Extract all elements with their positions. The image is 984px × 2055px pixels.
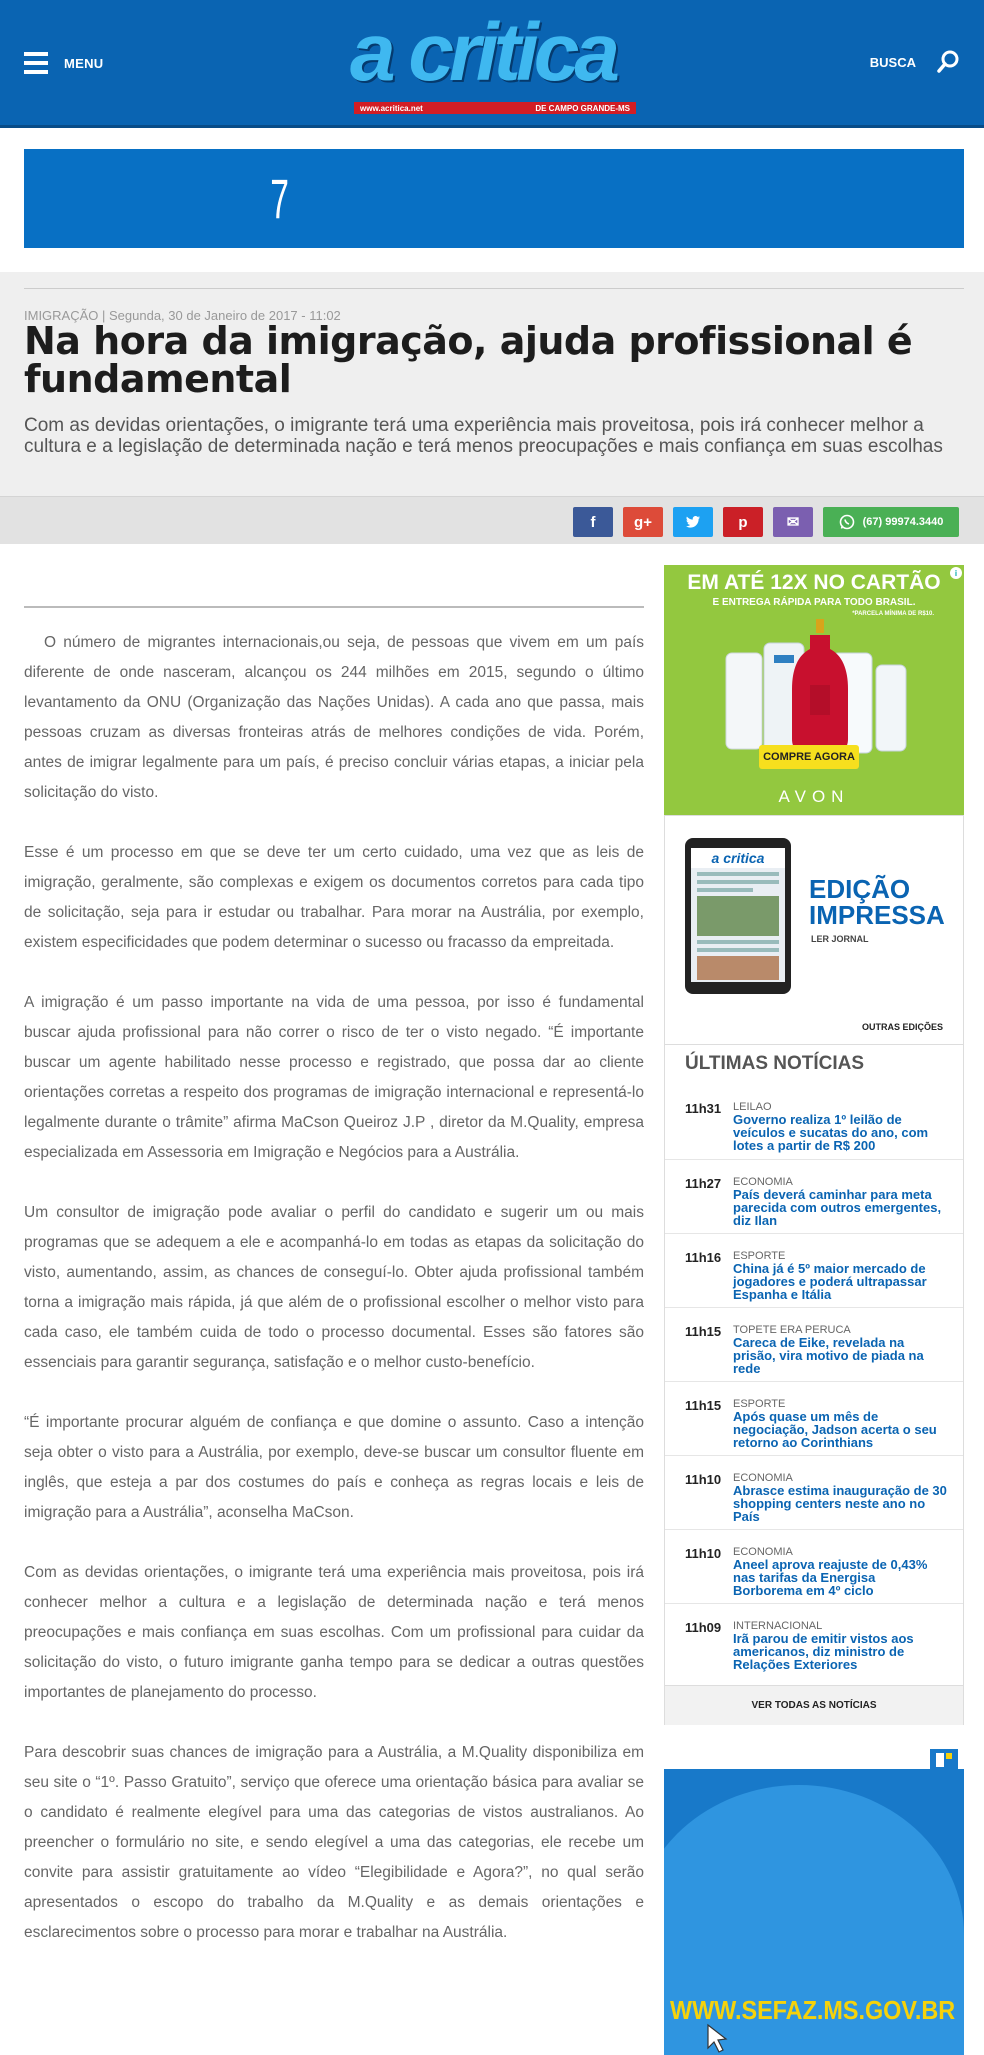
whatsapp-button[interactable] [823, 507, 959, 537]
news-headline[interactable]: Abrasce estima inauguração de 30 shopping centers neste ano no País [733, 1483, 947, 1524]
email-icon: ✉ [786, 514, 800, 531]
search-icon [936, 50, 960, 74]
outras-edicoes-link[interactable]: OUTRAS EDIÇÕES [861, 1022, 943, 1032]
news-category: TOPETE ERA PERUCA [733, 1324, 851, 1336]
article-paragraph: O número de migrantes internacionais,ou seja, de pessoas que vivem em um país diferente de onde nasceram, alcançou os 244 milhões em 2015, segundo o último levantamento da ONU (Organização das Nações Unidas). A cada ano que passa, mais pessoas cruzam as diversas fronteiras atrás de melhores condições de vida. Porém, antes de imigrar legalmente para um país, é preciso concluir várias etapas, a iniciar pela solicitação do visto. [24, 634, 644, 801]
site-header [0, 0, 984, 128]
google-plus-icon: g+ [634, 513, 652, 531]
pinterest-share-button[interactable] [723, 507, 763, 537]
news-item[interactable] [665, 1159, 963, 1233]
cursor-icon [704, 2023, 734, 2053]
ver-todas-noticias-button[interactable]: VER TODAS AS NOTÍCIAS [665, 1685, 963, 1725]
facebook-icon: f [590, 513, 596, 531]
article-paragraph: A imigração é um passo importante na vida de uma pessoa, por isso é fundamental buscar ajuda profissional para não correr o risco de ter o visto negado. “É importante buscar um agente habilitado nesse processo e registrado, que possa dar ao cliente orientações corretas a respeito dos programas de imigração internacional e representá-lo legalmente durante o trâmite” afirma MaCson Queiroz J.P , diretor da M.Quality, empresa especializada em Assessoria em Imigração e Negócios para a Austrália. [24, 994, 644, 1161]
menu-label: MENU [64, 55, 104, 71]
ad-subheadline: E ENTREGA RÁPIDA PARA TODO BRASIL. [712, 597, 916, 608]
tablet-image [685, 838, 791, 994]
twitter-share-button[interactable] [673, 507, 713, 537]
news-time: 11h31 [685, 1101, 722, 1116]
ad-headline: EM ATÉ 12X NO CARTÃO [687, 571, 941, 594]
banner-text: 7 [270, 167, 289, 230]
news-time: 11h15 [685, 1324, 722, 1339]
article-paragraph: Esse é um processo em que se deve ter um certo cuidado, uma vez que as leis de imigração, geralmente, são complexas e exigem os documentos corretos para cada tipo de solicitação, seja para ir estudar ou trabalhar. Para morar na Austrália, por exemplo, existem especificidades que podem determinar o sucesso ou fracasso da empreitada. [24, 844, 644, 951]
site-logo[interactable] [350, 7, 640, 116]
article-body [24, 628, 644, 1978]
news-item[interactable] [665, 1233, 963, 1307]
article-paragraph: “É importante procurar alguém de confiança e que domine o assunto. Caso a intenção seja obter o visto para a Austrália, por exemplo, deve-se buscar um consultor fluente em inglês, que esteja a par dos costumes do país e conheça as regras locais e leis de imigração para a Austrália”, aconselha MaCson. [24, 1414, 644, 1521]
news-time: 11h10 [685, 1472, 722, 1487]
sefaz-url: WWW.SEFAZ.MS.GOV.BR [670, 1995, 956, 2025]
news-category: INTERNACIONAL [733, 1620, 823, 1632]
menu-button[interactable] [24, 52, 103, 74]
email-share-button[interactable] [773, 507, 813, 537]
ler-jornal-link[interactable]: LER JORNAL [811, 934, 869, 944]
news-item[interactable] [665, 1381, 963, 1455]
hamburger-icon [24, 52, 48, 74]
logo-text: a critica [350, 7, 615, 98]
news-category: ECONOMIA [733, 1546, 793, 1558]
tablet-newspaper-logo: a critica [691, 848, 785, 868]
logo-tagline: DE CAMPO GRANDE-MS [535, 103, 630, 113]
top-ad-banner[interactable] [24, 149, 964, 248]
news-headline[interactable]: Irã parou de emitir vistos aos americanos, diz ministro de Relações Exteriores [733, 1631, 914, 1672]
pinterest-icon: p [738, 513, 748, 531]
whatsapp-icon [839, 514, 855, 530]
article-paragraph: Um consultor de imigração pode avaliar o perfil do candidato e sugerir um ou mais programas que se adequem a ele e acompanhá-lo em todas as etapas da solicitação do visto, aumentando, assim, as chances de conseguí-lo. Obter ajuda profissional também torna a imigração mais rápida, já que além de o profissional escolher o melhor visto para cada caso, ele também cuida de todo o processo documental. Esses são fatores são essenciais para garantir segurança, satisfação e o melhor custo-benefício. [24, 1204, 644, 1371]
news-category: ESPORTE [733, 1250, 786, 1262]
news-item[interactable] [665, 1455, 963, 1529]
news-category: ECONOMIA [733, 1472, 793, 1484]
ad-brand: AVON [778, 787, 850, 806]
news-time: 11h27 [685, 1176, 722, 1191]
sefaz-logo-icon [930, 1749, 958, 1771]
whatsapp-number: (67) 99974.3440 [862, 516, 944, 528]
news-headline[interactable]: China já é 5º maior mercado de jogadores e poderá ultrapassar Espanha e Itália [733, 1261, 927, 1302]
news-category: ECONOMIA [733, 1176, 793, 1188]
article-kicker: IMIGRAÇÃO | Segunda, 30 de Janeiro de 2017 - 11:02 [24, 308, 341, 323]
divider [24, 606, 644, 608]
edicao-impressa-box[interactable] [664, 815, 964, 1045]
news-headline[interactable]: Após quase um mês de negociação, Jadson acerta o seu retorno ao Corinthians [733, 1409, 937, 1450]
news-headline[interactable]: Governo realiza 1º leilão de veículos e sucatas do ano, com lotes a partir de R$ 200 [733, 1112, 929, 1153]
divider [24, 288, 964, 289]
logo-tagline-bar [354, 102, 636, 114]
news-time: 11h16 [685, 1250, 722, 1265]
search-button[interactable] [870, 50, 960, 74]
adchoices-icon[interactable]: i [950, 567, 962, 579]
news-time: 11h10 [685, 1546, 722, 1561]
news-headline[interactable]: País deverá caminhar para meta parecida com outros emergentes, diz Ilan [733, 1187, 942, 1228]
news-time: 11h15 [685, 1398, 722, 1413]
search-label: BUSCA [869, 54, 916, 70]
news-headline[interactable]: Aneel aprova reajuste de 0,43% nas tarifas da Energisa Borborema em 4º ciclo [733, 1557, 928, 1598]
news-category: ESPORTE [733, 1398, 786, 1410]
avon-ad[interactable] [664, 565, 964, 815]
news-item[interactable] [665, 1603, 963, 1677]
google-plus-share-button[interactable] [623, 507, 663, 537]
article-paragraph: Com as devidas orientações, o imigrante terá uma experiência mais proveitosa, pois irá conhecer melhor a cultura e a legislação de determinada nação e terá menos preocupações e mais confiança em suas escolhas. Com um profissional para cuidar da solicitação do visto, o futuro imigrante ganha tempo para se dedicar a outras questões importantes de planejamento do processo. [24, 1564, 644, 1701]
news-time: 11h09 [685, 1620, 722, 1635]
ultimas-noticias [664, 1045, 964, 1725]
compre-agora-button[interactable]: COMPRE AGORA [759, 745, 859, 769]
article-paragraph: Para descobrir suas chances de imigração para a Austrália, a M.Quality disponibiliza em seu site o “1º. Passo Gratuito”, serviço que oferece uma orientação básica para avaliar se o candidato é realmente elegível para uma das categorias de vistos australianos. Ao preencher o formulário no site, e sendo elegível a uma das categorias, ele recebe um convite para assistir gratuitamente ao vídeo “Elegibilidade e Agora?”, no qual serão apresentados o escopo do trabalho da M.Quality e as demais orientações e esclarecimentos sobre o processo para morar e trabalhar na Austrália. [24, 1744, 644, 1941]
facebook-share-button[interactable] [573, 507, 613, 537]
sefaz-ad[interactable] [664, 1745, 964, 2055]
news-headline[interactable]: Careca de Eike, revelada na prisão, vira motivo de piada na rede [733, 1335, 924, 1376]
article-header [0, 272, 984, 544]
news-item[interactable] [665, 1307, 963, 1381]
share-bar [0, 496, 984, 544]
news-category: LEILAO [733, 1101, 772, 1113]
ultimas-noticias-title: ÚLTIMAS NOTÍCIAS [685, 1053, 865, 1074]
news-item[interactable] [665, 1529, 963, 1603]
news-item[interactable] [665, 1085, 963, 1159]
article-title: Na hora da imigração, ajuda profissional é fundamental [24, 319, 913, 401]
article-subtitle: Com as devidas orientações, o imigrante terá uma experiência mais proveitosa, pois irá conhecer melhor a cultura e a legislação de determinada nação e terá menos preocupações e mais confiança em suas escolhas [24, 415, 943, 457]
edicao-title: EDIÇÃO IMPRESSA [809, 874, 945, 930]
product-bottles-image [714, 615, 914, 765]
logo-url: www.acritica.net [360, 103, 423, 113]
ad-footnote: *PARCELA MÍNIMA DE R$10. [852, 611, 934, 617]
twitter-icon [686, 516, 700, 528]
